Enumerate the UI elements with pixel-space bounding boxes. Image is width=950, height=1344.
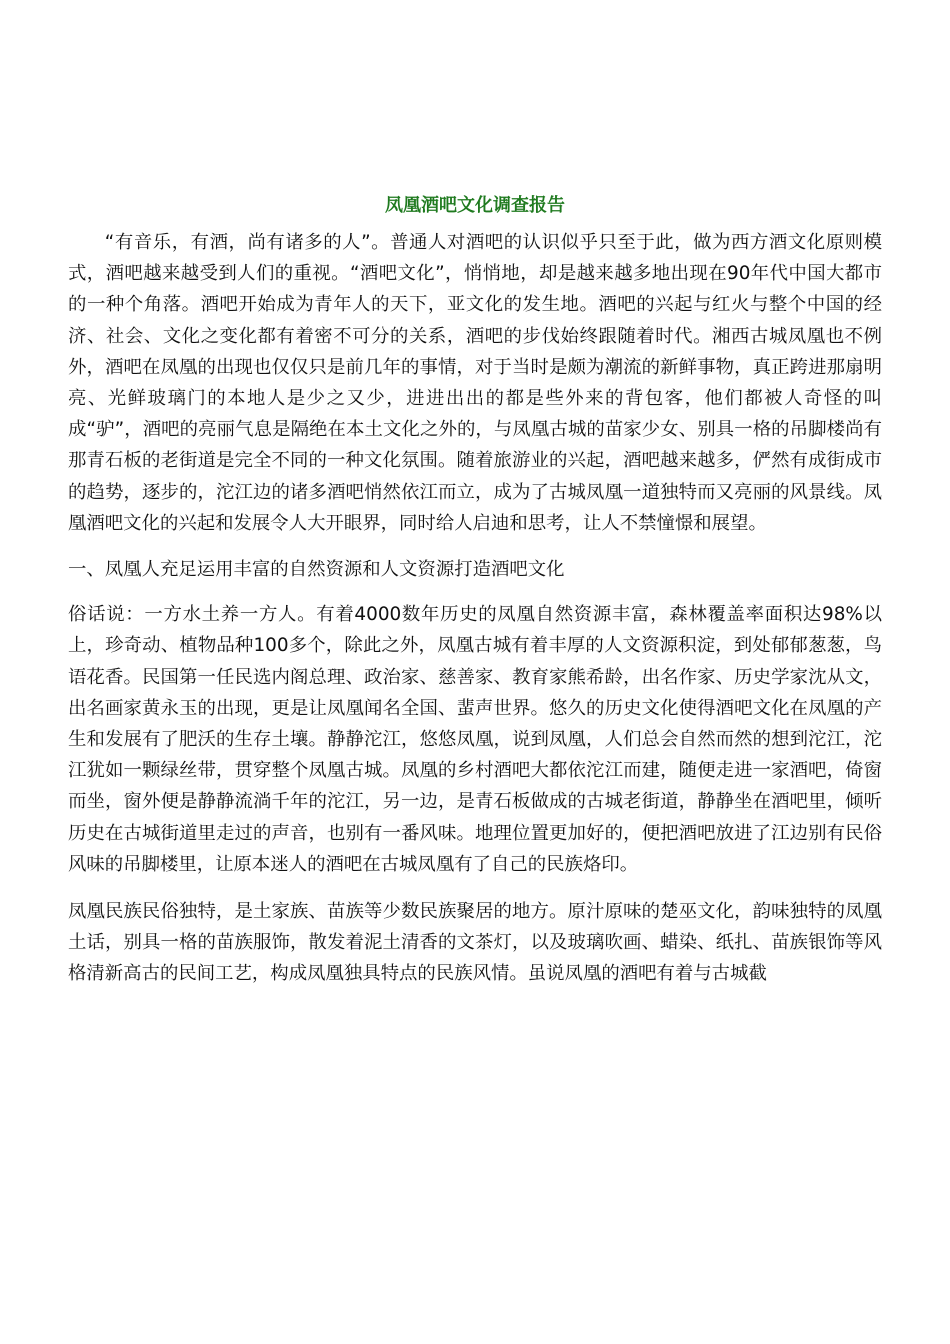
document-title: 凤凰酒吧文化调查报告 — [385, 195, 565, 216]
section1-paragraph-1: 俗话说：一方水土养一方人。有着4000数年历史的凤凰自然资源丰富，森林覆盖率面积达98%以上，珍奇动、植物品种100多个，除此之外，凤凰古城有着丰厚的人文资源积淀，到处郁郁葱葱，鸟语花香。民国第一任民选内阁总理、政治家、慈善家、教育家熊希龄，出名作家、历史学家沈从文，出名画家黄永玉的出现，更是让凤凰闻名全国、蜚声世界。悠久的历史文化使得酒吧文化在凤凰的产生和发展有了肥沃的生存土壤。静静沱江，悠悠凤凰，说到凤凰，人们总会自然而然的想到沱江，沱江犹如一颗绿丝带，贯穿整个凤凰古城。凤凰的乡村酒吧大都依沱江而建，随便走进一家酒吧，倚窗而坐，窗外便是静静流淌千年的沱江，另一边，是青石板做成的古城老街道，静静坐在酒吧里，倾听历史在古城街道里走过的声音，也别有一番风味。地理位置更加好的，便把酒吧放进了江边别有民俗风味的吊脚楼里，让原本迷人的酒吧在古城凤凰有了自己的民族烙印。 — [68, 604, 882, 875]
intro-paragraph: “有音乐，有酒，尚有诸多的人”。普通人对酒吧的认识似乎只至于此，做为西方酒文化原则模式，酒吧越来越受到人们的重视。“酒吧文化”，悄悄地，却是越来越多地出现在90年代中国大都市的一种个角落。酒吧开始成为青年人的天下，亚文化的发生地。酒吧的兴起与红火与整个中国的经济、社会、文化之变化都有着密不可分的关系，酒吧的步伐始终跟随着时代。湘西古城凤凰也不例外，酒吧在凤凰的出现也仅仅只是前几年的事情，对于当时是颇为潮流的新鲜事物，真正跨进那扇明亮、光鲜玻璃门的本地人是少之又少，进进出出的都是些外来的背包客，他们都被人奇怪的叫成“驴”，酒吧的亮丽气息是隔绝在本土文化之外的，与凤凰古城的苗家少女、别具一格的吊脚楼尚有那青石板的老街道是完全不同的一种文化氛围。随着旅游业的兴起，酒吧越来越多，俨然有成街成市的趋势，逐步的，沱江边的诸多酒吧悄然依江而立，成为了古城凤凰一道独特而又亮丽的风景线。凤凰酒吧文化的兴起和发展令人大开眼界，同时给人启迪和思考，让人不禁憧憬和展望。 — [68, 232, 882, 534]
section1-paragraph-2: 凤凰民族民俗独特，是土家族、苗族等少数民族聚居的地方。原汁原味的楚巫文化，韵味独特的凤凰土话，别具一格的苗族服饰，散发着泥土清香的文茶灯，以及玻璃吹画、蜡染、纸扎、苗族银饰等风格清新高古的民间工艺，构成凤凰独具特点的民族风情。虽说凤凰的酒吧有着与古城截 — [68, 901, 882, 985]
section-heading-1: 一、凤凰人充足运用丰富的自然资源和人文资源打造酒吧文化 — [68, 559, 565, 581]
document-body — [68, 194, 882, 990]
